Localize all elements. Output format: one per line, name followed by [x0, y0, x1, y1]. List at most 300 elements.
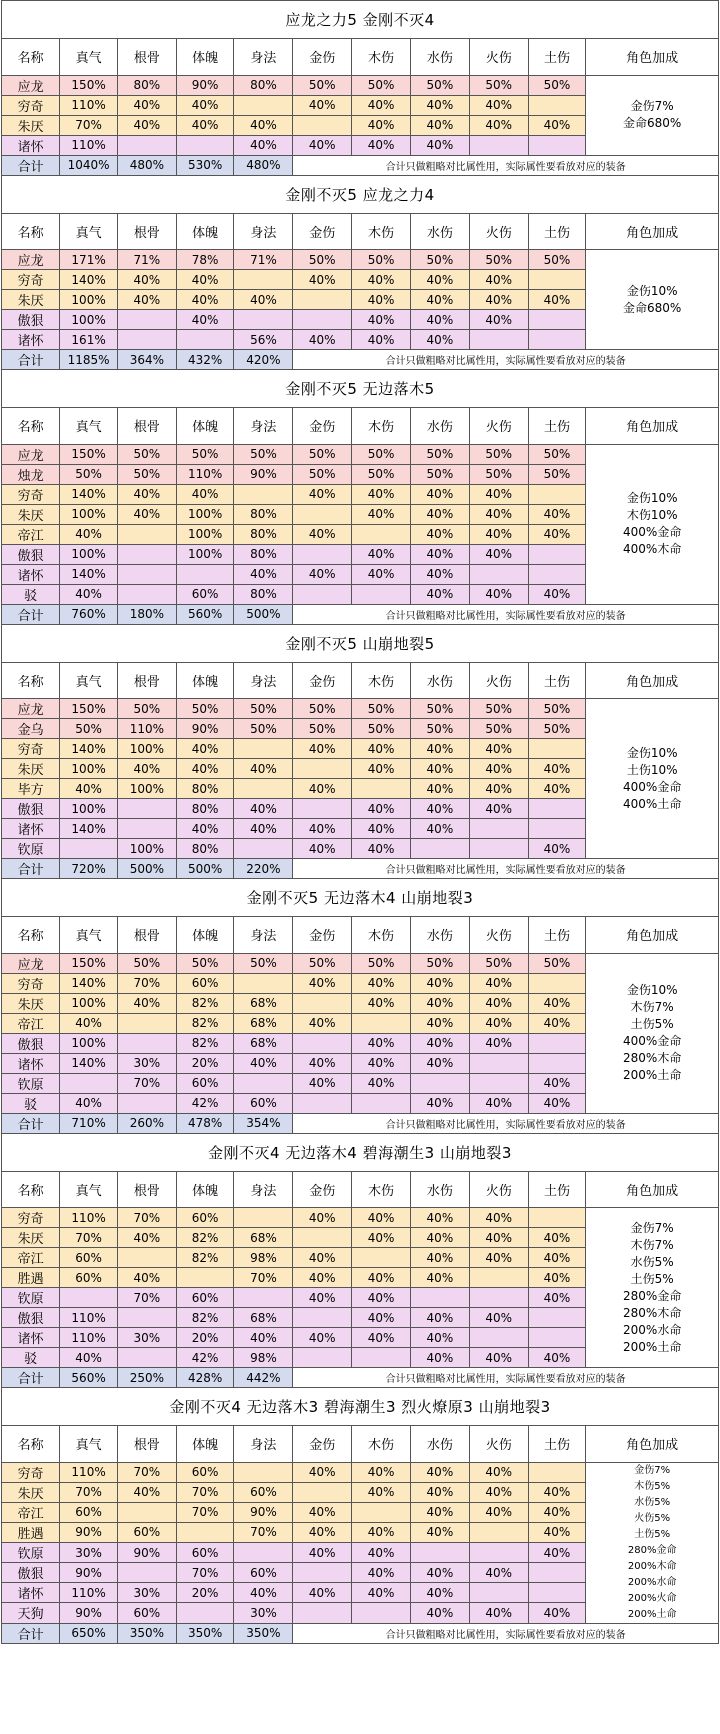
stat-cell — [117, 564, 176, 584]
stat-cell: 40% — [352, 564, 411, 584]
stat-cell: 40% — [117, 1482, 176, 1502]
bonus-line: 土伤5% — [630, 1017, 674, 1031]
role-bonus — [586, 444, 718, 604]
column-header: 真气 — [60, 1172, 118, 1208]
character-name: 诸怀 — [2, 330, 60, 350]
stat-cell: 40% — [293, 1328, 352, 1348]
stat-cell: 40% — [352, 1288, 411, 1308]
stat-cell: 80% — [176, 799, 234, 819]
stat-cell: 40% — [528, 584, 586, 604]
stat-cell: 40% — [528, 759, 586, 779]
attribute-table — [2, 408, 718, 624]
build-section — [1, 1134, 719, 1389]
stat-cell: 40% — [469, 115, 528, 135]
column-header: 身法 — [234, 214, 293, 250]
stat-cell — [469, 1288, 528, 1308]
stat-cell — [234, 1462, 293, 1482]
stat-cell: 40% — [293, 1013, 352, 1033]
stat-cell: 40% — [60, 1013, 118, 1033]
column-header: 体魄 — [176, 214, 234, 250]
stat-cell: 60% — [176, 973, 234, 993]
stat-cell — [469, 1268, 528, 1288]
stat-cell: 40% — [410, 544, 469, 564]
stat-cell: 40% — [410, 1033, 469, 1053]
column-header: 木伤 — [352, 663, 411, 699]
stat-cell: 100% — [60, 504, 118, 524]
stat-cell: 100% — [117, 839, 176, 859]
column-header: 角色加成 — [586, 39, 718, 75]
stat-cell: 40% — [410, 973, 469, 993]
stat-cell: 40% — [234, 135, 293, 155]
stat-cell: 40% — [293, 1522, 352, 1542]
stat-cell — [60, 1073, 118, 1093]
stat-cell: 40% — [352, 95, 411, 115]
stat-cell: 40% — [60, 584, 118, 604]
total-value: 478% — [176, 1113, 234, 1133]
stat-cell: 40% — [410, 270, 469, 290]
stat-cell: 90% — [234, 1502, 293, 1522]
column-header: 水伤 — [410, 214, 469, 250]
stat-cell: 40% — [234, 290, 293, 310]
character-name: 天狗 — [2, 1603, 60, 1623]
stat-cell: 40% — [469, 270, 528, 290]
column-header: 火伤 — [469, 39, 528, 75]
stat-cell — [117, 819, 176, 839]
stat-cell — [469, 819, 528, 839]
stat-cell — [234, 1208, 293, 1228]
stat-cell: 110% — [60, 1583, 118, 1603]
stat-cell — [293, 1563, 352, 1583]
stat-cell — [234, 270, 293, 290]
stat-cell: 90% — [60, 1522, 118, 1542]
character-name: 穷奇 — [2, 484, 60, 504]
total-value: 350% — [117, 1623, 176, 1643]
character-name: 应龙 — [2, 444, 60, 464]
bonus-line: 土伤5% — [634, 1528, 671, 1540]
build-section — [1, 625, 719, 880]
stat-cell: 50% — [176, 953, 234, 973]
stat-cell: 40% — [528, 1268, 586, 1288]
stat-cell: 100% — [176, 524, 234, 544]
stat-cell: 40% — [117, 95, 176, 115]
stat-cell — [528, 1208, 586, 1228]
stat-cell — [410, 839, 469, 859]
stat-cell — [352, 1502, 411, 1522]
total-label: 合计 — [2, 1113, 60, 1133]
stat-cell — [352, 1093, 411, 1113]
stat-cell: 40% — [352, 1033, 411, 1053]
stat-cell: 40% — [410, 115, 469, 135]
character-name: 朱厌 — [2, 290, 60, 310]
stat-cell: 140% — [60, 739, 118, 759]
stat-cell: 50% — [293, 250, 352, 270]
stat-cell: 40% — [410, 799, 469, 819]
stat-cell: 50% — [352, 464, 411, 484]
stat-cell: 60% — [176, 1543, 234, 1563]
attribute-table — [2, 39, 718, 175]
character-name: 帝江 — [2, 1013, 60, 1033]
column-header: 真气 — [60, 39, 118, 75]
total-note: 合计只做粗略对比属性用，实际属性要看放对应的装备 — [293, 1368, 718, 1388]
stat-cell: 42% — [176, 1093, 234, 1113]
stat-cell — [117, 799, 176, 819]
stat-cell: 40% — [352, 1563, 411, 1583]
bonus-line: 200%木命 — [627, 1560, 677, 1572]
column-header: 身法 — [234, 1172, 293, 1208]
stat-cell: 40% — [293, 1462, 352, 1482]
stat-cell: 40% — [469, 799, 528, 819]
stat-cell — [528, 484, 586, 504]
character-name: 穷奇 — [2, 95, 60, 115]
stat-cell — [293, 115, 352, 135]
bonus-line: 金伤10% — [626, 745, 678, 760]
stat-cell — [293, 1603, 352, 1623]
stat-cell: 140% — [60, 1053, 118, 1073]
stat-cell — [293, 1093, 352, 1113]
total-row — [2, 1623, 718, 1643]
stat-cell: 110% — [60, 1308, 118, 1328]
stat-cell: 40% — [176, 484, 234, 504]
column-header: 金伤 — [293, 39, 352, 75]
stat-cell: 40% — [176, 290, 234, 310]
stat-cell — [528, 270, 586, 290]
character-name: 钦原 — [2, 839, 60, 859]
stat-cell: 40% — [352, 839, 411, 859]
stat-cell — [528, 330, 586, 350]
stat-cell — [528, 95, 586, 115]
stat-cell: 40% — [176, 270, 234, 290]
character-name: 胜遇 — [2, 1522, 60, 1542]
column-header: 火伤 — [469, 408, 528, 444]
total-row — [2, 604, 718, 624]
column-header: 身法 — [234, 663, 293, 699]
bonus-line: 金伤10% — [626, 491, 678, 505]
stat-cell: 60% — [176, 1462, 234, 1482]
table-row — [2, 75, 718, 95]
total-label: 合计 — [2, 1368, 60, 1388]
bonus-line: 金伤10% — [626, 283, 678, 298]
column-header: 根骨 — [117, 39, 176, 75]
stat-cell: 40% — [410, 1462, 469, 1482]
stat-cell: 40% — [469, 759, 528, 779]
stat-cell: 40% — [176, 739, 234, 759]
stat-cell: 50% — [60, 719, 118, 739]
stat-cell: 50% — [410, 464, 469, 484]
build-section — [1, 879, 719, 1134]
stat-cell: 40% — [352, 993, 411, 1013]
stat-cell — [117, 1308, 176, 1328]
column-header: 体魄 — [176, 917, 234, 953]
stat-cell: 30% — [234, 1603, 293, 1623]
stat-cell: 70% — [176, 1482, 234, 1502]
bonus-line: 金命680% — [623, 300, 682, 315]
column-header: 角色加成 — [586, 214, 718, 250]
total-value: 428% — [176, 1368, 234, 1388]
stat-cell: 40% — [234, 1328, 293, 1348]
stat-cell — [176, 1268, 234, 1288]
stat-cell: 40% — [117, 290, 176, 310]
stat-cell: 40% — [117, 484, 176, 504]
stat-cell: 40% — [469, 973, 528, 993]
stat-cell: 40% — [293, 973, 352, 993]
stat-cell: 110% — [117, 719, 176, 739]
bonus-line: 金伤10% — [626, 983, 678, 997]
bonus-line: 木伤7% — [630, 1237, 674, 1252]
stat-cell — [469, 564, 528, 584]
stat-cell: 40% — [410, 1248, 469, 1268]
character-name: 穷奇 — [2, 270, 60, 290]
column-header: 土伤 — [528, 39, 586, 75]
role-bonus — [586, 1462, 718, 1623]
stat-cell — [234, 973, 293, 993]
character-name: 傲狠 — [2, 544, 60, 564]
bonus-line: 木伤5% — [634, 1480, 671, 1492]
total-row — [2, 350, 718, 370]
stat-cell: 40% — [410, 1093, 469, 1113]
bonus-line: 280%木命 — [623, 1051, 682, 1065]
stat-cell: 40% — [410, 1013, 469, 1033]
stat-cell: 60% — [60, 1268, 118, 1288]
stat-cell — [528, 739, 586, 759]
stat-cell — [469, 330, 528, 350]
stat-cell: 40% — [176, 115, 234, 135]
stat-cell: 70% — [176, 1502, 234, 1522]
stat-cell: 161% — [60, 330, 118, 350]
table-row — [2, 699, 718, 719]
stat-cell: 50% — [352, 719, 411, 739]
column-header: 金伤 — [293, 1426, 352, 1462]
stat-cell — [352, 524, 411, 544]
stat-cell — [117, 1093, 176, 1113]
column-header: 名称 — [2, 39, 60, 75]
stat-cell: 100% — [60, 759, 118, 779]
stat-cell — [117, 1348, 176, 1368]
stat-cell: 40% — [528, 779, 586, 799]
stat-cell: 40% — [410, 819, 469, 839]
column-header: 水伤 — [410, 917, 469, 953]
column-header: 名称 — [2, 408, 60, 444]
stat-cell — [469, 1543, 528, 1563]
character-name: 应龙 — [2, 699, 60, 719]
stat-cell: 40% — [410, 1328, 469, 1348]
stat-cell — [528, 544, 586, 564]
stat-cell — [176, 330, 234, 350]
total-value: 530% — [176, 155, 234, 175]
stat-cell: 40% — [469, 1248, 528, 1268]
stat-cell: 40% — [352, 1228, 411, 1248]
stat-cell: 40% — [528, 1543, 586, 1563]
stat-cell: 100% — [117, 739, 176, 759]
stat-cell: 40% — [352, 115, 411, 135]
stat-cell: 30% — [60, 1543, 118, 1563]
total-value: 420% — [234, 350, 293, 370]
stat-cell: 40% — [410, 484, 469, 504]
column-header: 金伤 — [293, 917, 352, 953]
column-header: 真气 — [60, 1426, 118, 1462]
total-value: 560% — [60, 1368, 118, 1388]
stat-cell: 80% — [234, 75, 293, 95]
stat-cell — [234, 1073, 293, 1093]
character-name: 傲狠 — [2, 1308, 60, 1328]
stat-cell — [528, 310, 586, 330]
character-name: 驳 — [2, 584, 60, 604]
bonus-line: 280%金命 — [623, 1288, 682, 1303]
stat-cell: 60% — [117, 1522, 176, 1542]
column-header: 体魄 — [176, 1426, 234, 1462]
build-section — [1, 176, 719, 371]
stat-cell: 40% — [410, 95, 469, 115]
role-bonus — [586, 75, 718, 155]
stat-cell: 60% — [234, 1563, 293, 1583]
table-row — [2, 1462, 718, 1482]
bonus-line: 木伤7% — [630, 1000, 674, 1014]
stat-cell: 50% — [469, 250, 528, 270]
stat-cell: 40% — [352, 290, 411, 310]
total-note: 合计只做粗略对比属性用，实际属性要看放对应的装备 — [293, 859, 718, 879]
stat-cell: 150% — [60, 444, 118, 464]
stat-cell: 50% — [528, 953, 586, 973]
stat-cell — [528, 1328, 586, 1348]
total-value: 500% — [117, 859, 176, 879]
stat-cell: 20% — [176, 1328, 234, 1348]
stat-cell — [293, 1308, 352, 1328]
column-header: 水伤 — [410, 1426, 469, 1462]
stat-cell — [234, 310, 293, 330]
character-name: 毕方 — [2, 779, 60, 799]
total-note: 合计只做粗略对比属性用，实际属性要看放对应的装备 — [293, 604, 718, 624]
stat-cell: 40% — [528, 839, 586, 859]
stat-cell: 50% — [234, 719, 293, 739]
stat-cell: 40% — [117, 759, 176, 779]
column-header: 金伤 — [293, 663, 352, 699]
stat-cell: 40% — [293, 1073, 352, 1093]
stat-cell: 100% — [60, 993, 118, 1013]
stat-cell: 50% — [528, 464, 586, 484]
stat-cell: 40% — [528, 1288, 586, 1308]
stat-cell: 40% — [234, 1583, 293, 1603]
column-header: 土伤 — [528, 1426, 586, 1462]
stat-cell: 50% — [528, 699, 586, 719]
stat-cell: 40% — [528, 1603, 586, 1623]
total-value: 710% — [60, 1113, 118, 1133]
stat-cell — [528, 135, 586, 155]
total-value: 442% — [234, 1368, 293, 1388]
stat-cell: 40% — [352, 1268, 411, 1288]
stat-cell: 40% — [410, 1502, 469, 1522]
stat-cell: 171% — [60, 250, 118, 270]
stat-cell — [117, 330, 176, 350]
stat-cell: 50% — [117, 444, 176, 464]
stat-cell — [528, 1308, 586, 1328]
stat-cell: 40% — [117, 270, 176, 290]
stat-cell: 40% — [410, 1268, 469, 1288]
stat-cell: 40% — [410, 584, 469, 604]
stat-cell: 40% — [293, 1248, 352, 1268]
stat-cell: 40% — [352, 1522, 411, 1542]
bonus-line: 200%土命 — [627, 1608, 677, 1620]
stat-cell: 50% — [528, 719, 586, 739]
column-header: 木伤 — [352, 1426, 411, 1462]
stat-cell — [293, 310, 352, 330]
total-value: 480% — [234, 155, 293, 175]
stat-cell — [117, 544, 176, 564]
stat-cell: 40% — [410, 1053, 469, 1073]
stat-cell: 40% — [293, 270, 352, 290]
stat-cell: 70% — [117, 973, 176, 993]
stat-cell — [469, 1522, 528, 1542]
stat-cell: 40% — [469, 1033, 528, 1053]
stat-cell — [60, 1288, 118, 1308]
stat-cell: 40% — [410, 564, 469, 584]
column-header: 身法 — [234, 917, 293, 953]
column-header: 金伤 — [293, 1172, 352, 1208]
stat-cell: 40% — [469, 1013, 528, 1033]
stat-cell — [410, 1288, 469, 1308]
stat-cell — [117, 1013, 176, 1033]
role-bonus — [586, 250, 718, 350]
stat-cell: 50% — [234, 953, 293, 973]
total-row — [2, 155, 718, 175]
character-name: 帝江 — [2, 1248, 60, 1268]
stat-cell: 40% — [528, 1502, 586, 1522]
stat-cell: 60% — [117, 1603, 176, 1623]
stat-cell: 50% — [410, 719, 469, 739]
stat-cell: 50% — [410, 444, 469, 464]
stat-cell: 40% — [410, 759, 469, 779]
stat-cell: 60% — [60, 1248, 118, 1268]
stat-cell: 40% — [352, 270, 411, 290]
stat-cell: 40% — [352, 1053, 411, 1073]
stat-cell: 50% — [176, 444, 234, 464]
stat-cell — [528, 1583, 586, 1603]
stat-cell — [528, 799, 586, 819]
stat-cell: 40% — [469, 1482, 528, 1502]
stat-cell — [293, 290, 352, 310]
stat-cell: 82% — [176, 1308, 234, 1328]
character-name: 傲狠 — [2, 799, 60, 819]
stat-cell: 40% — [176, 759, 234, 779]
stat-cell: 40% — [410, 1522, 469, 1542]
stat-cell: 40% — [469, 1348, 528, 1368]
stat-cell: 40% — [410, 993, 469, 1013]
stat-cell — [117, 310, 176, 330]
role-bonus — [586, 1208, 718, 1368]
stat-cell: 42% — [176, 1348, 234, 1368]
stat-cell: 50% — [469, 953, 528, 973]
total-value: 260% — [117, 1113, 176, 1133]
column-header: 名称 — [2, 917, 60, 953]
stat-cell: 40% — [352, 135, 411, 155]
character-name: 驳 — [2, 1093, 60, 1113]
stat-cell — [176, 1603, 234, 1623]
stat-cell: 82% — [176, 1248, 234, 1268]
total-label: 合计 — [2, 604, 60, 624]
total-row — [2, 1113, 718, 1133]
bonus-line: 火伤5% — [634, 1512, 671, 1524]
stat-cell: 60% — [60, 1502, 118, 1522]
stat-cell: 40% — [469, 1502, 528, 1522]
stat-cell: 90% — [176, 75, 234, 95]
stat-cell: 50% — [234, 699, 293, 719]
total-value: 432% — [176, 350, 234, 370]
stat-cell — [293, 1482, 352, 1502]
stat-cell: 50% — [528, 75, 586, 95]
bonus-line: 土伤10% — [626, 762, 678, 777]
stat-cell: 40% — [293, 484, 352, 504]
stat-cell: 50% — [117, 699, 176, 719]
character-name: 傲狠 — [2, 1563, 60, 1583]
character-name: 应龙 — [2, 250, 60, 270]
